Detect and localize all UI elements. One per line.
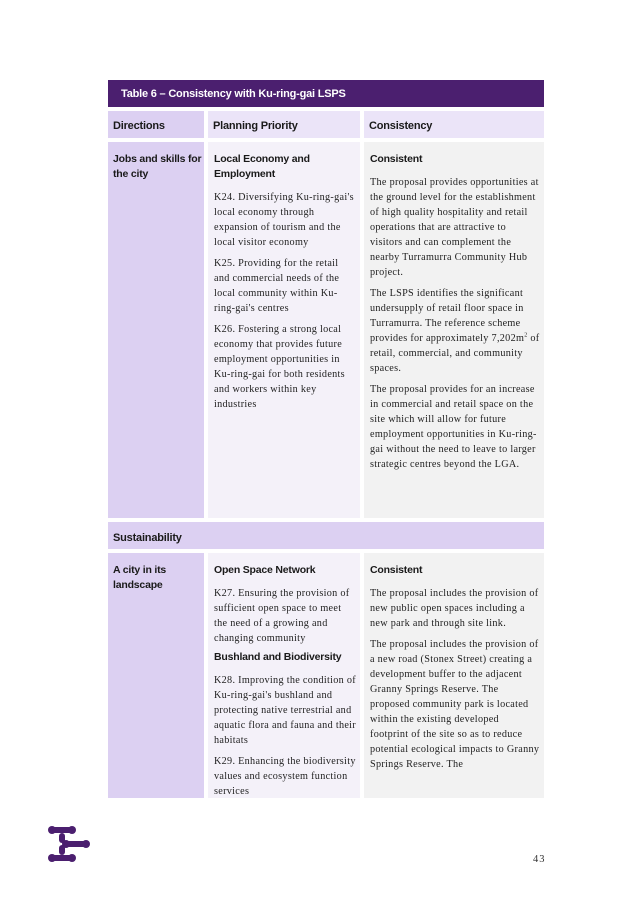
row1-consistency-cell	[364, 142, 544, 518]
priority-k29: K29. Enhancing the biodiversity values and ecosystem function services	[214, 756, 356, 797]
section-sustainability: Sustainability	[108, 522, 544, 549]
row1-direction: Jobs and skills for the city	[113, 153, 202, 180]
row2-consistency-heading: Consistent	[370, 564, 423, 576]
brand-logo-icon	[47, 825, 91, 863]
header-directions: Directions	[108, 111, 204, 138]
header-planning-priority: Planning Priority	[208, 111, 360, 138]
row1-consistency-para-1: The proposal provides opportunities at the ground level for the establishment of high quality hospitality and retail operations that are attractive to visitors and can complement the nearby Turramurra Community Hub project.	[370, 177, 539, 278]
row1-direction-cell	[108, 142, 204, 518]
row2-priority-heading-2: Bushland and Biodiversity	[214, 651, 342, 663]
priority-k24: K24. Diversifying Ku-ring-gai's local economy through expansion of tourism and the local visitor economy	[214, 192, 354, 248]
row2-priority-heading-1: Open Space Network	[214, 564, 316, 576]
table-title: Table 6 – Consistency with Ku-ring-gai LSPS	[108, 80, 544, 107]
row2-direction: A city in its landscape	[113, 564, 167, 591]
row1-priority-cell	[208, 142, 360, 518]
priority-k26: K26. Fostering a strong local economy that provides future employment opportunities in Ku-ring-gai for both residents and workers within key industries	[214, 324, 345, 410]
row2-direction-cell	[108, 553, 204, 798]
priority-k25: K25. Providing for the retail and commercial needs of the local community within Ku-ring-gai's centres	[214, 258, 340, 314]
header-consistency: Consistency	[364, 111, 544, 138]
row1-consistency-heading: Consistent	[370, 153, 423, 165]
row1-priority-heading: Local Economy and Employment	[214, 153, 310, 180]
priority-k27: K27. Ensuring the provision of sufficient open space to meet the need of a growing and changing community	[214, 588, 350, 644]
retail-area-suffix: of retail, commercial, and community spaces.	[370, 333, 540, 374]
squared-superscript: 2	[524, 332, 528, 339]
row2-consistency-cell	[364, 553, 544, 798]
row1-consistency-para-3: The proposal provides for an increase in commercial and retail space on the site which will allow for future employment opportunities in Ku-ring-gai without the need to leave to larger strategic centres beyond the LGA.	[370, 384, 537, 470]
retail-area-text: The LSPS identifies the significant undersupply of retail floor space in Turramurra. The reference scheme provides for approximately 7,202m	[370, 288, 525, 344]
row2-priority-cell	[208, 553, 360, 798]
priority-k28: K28. Improving the condition of Ku-ring-gai's bushland and protecting native terrestrial and aquatic flora and fauna and their habitats	[214, 675, 357, 746]
page-number: 43	[533, 854, 546, 865]
row2-consistency-para-1: The proposal includes the provision of new public open spaces including a new park and through site link.	[370, 588, 539, 629]
row2-consistency-para-2: The proposal includes the provision of a new road (Stonex Street) creating a development buffer to the adjacent Granny Springs Reserve. The proposed community park is located within the existing developed footprint of the site so as to reduce potential ecological impacts to Granny Springs Reserve. The	[370, 639, 540, 770]
row1-consistency-para-2	[370, 286, 540, 376]
